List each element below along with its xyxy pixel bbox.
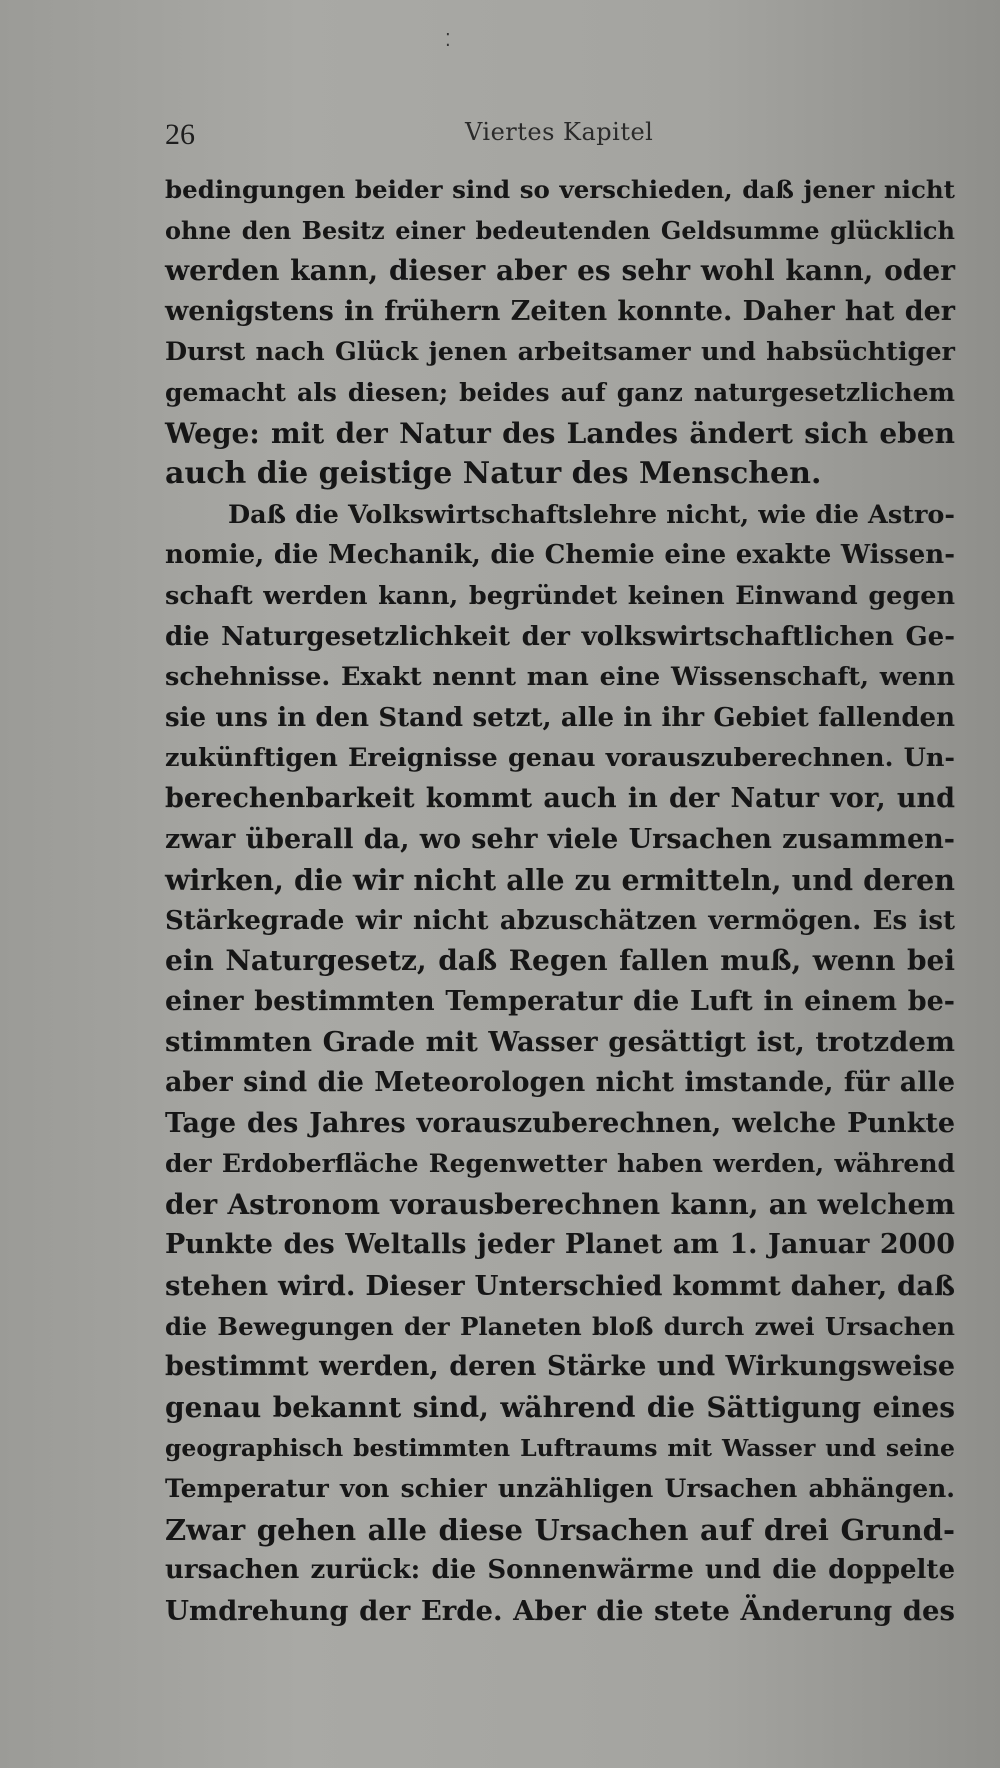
text-line: wirken, die wir nicht alle zu ermitteln, und deren [165,863,955,898]
text-line: der Erdoberfläche Regenwetter haben werden, während [165,1149,955,1179]
text-line: ohne den Besitz einer bedeutenden Geldsumme glücklich [165,215,955,245]
text-line: zwar überall da, wo sehr viele Ursachen zusammen- [165,823,955,855]
text-line: auch die geistige Natur des Menschen. [165,456,822,492]
text-line: gemacht als diesen; beides auf ganz naturgesetzlichem [165,377,955,407]
text-line: zukünftigen Ereignisse genau vorauszuberechnen. Un- [165,743,955,774]
running-head: Viertes Kapitel [465,118,654,146]
text-line: bestimmt werden, deren Stärke und Wirkungsweise [165,1351,955,1383]
text-line: ursachen zurück: die Sonnenwärme und die doppelte [165,1555,955,1586]
text-line: werden kann, dieser aber es sehr wohl kann, oder [165,254,955,288]
text-line: sie uns in den Stand setzt, alle in ihr Gebiet fallenden [165,702,955,733]
text-line: die Bewegungen der Planeten bloß durch zwei Ursachen [165,1311,955,1341]
text-line: Punkte des Weltalls jeder Planet am 1. Januar 2000 [165,1229,955,1261]
text-line: Tage des Jahres vorauszuberechnen, welche Punkte [165,1107,955,1139]
text-line: Wege: mit der Natur des Landes ändert sich eben [165,416,955,450]
text-line: ein Naturgesetz, daß Regen fallen muß, wenn bei [165,944,955,978]
text-line: schaft werden kann, begründet keinen Einwand gegen [165,580,955,611]
text-line: bedingungen beider sind so verschieden, daß jener nicht [165,175,955,204]
text-line: Durst nach Glück jenen arbeitsamer und habsüchtiger [165,337,955,368]
text-line: geographisch bestimmten Luftraums mit Wasser und seine [165,1434,955,1463]
text-line: einer bestimmten Temperatur die Luft in einem be- [165,985,955,1017]
text-line: schehnisse. Exakt nennt man eine Wissenschaft, wenn [165,662,955,693]
text-line: die Naturgesetzlichkeit der volkswirtschaftlichen Ge- [165,621,955,652]
text-line: Umdrehung der Erde. Aber die stete Änderung des [165,1594,955,1627]
body-text [165,170,955,1631]
page-header [165,118,845,162]
text-line: stehen wird. Dieser Unterschied kommt daher, daß [165,1270,955,1303]
text-line: Stärkegrade wir nicht abzuschätzen vermögen. Es ist [165,905,955,936]
text-line: berechenbarkeit kommt auch in der Natur vor, und [165,782,955,814]
text-line: nomie, die Mechanik, die Chemie eine exakte Wissen- [165,540,955,571]
text-line: der Astronom vorausberechnen kann, an welchem [165,1187,955,1221]
text-line: Daß die Volkswirtschaftslehre nicht, wie die Astro- [228,499,955,530]
text-line: wenigstens in frühern Zeiten konnte. Daher hat der [165,295,955,327]
page-smudge-mark: ⁚ [445,30,451,51]
text-line: Temperatur von schier unzähligen Ursachen abhängen. [165,1474,955,1503]
page-number: 26 [165,118,195,151]
text-line: stimmten Grade mit Wasser gesättigt ist, trotzdem [165,1026,955,1059]
text-line: aber sind die Meteorologen nicht imstande, für alle [165,1067,955,1099]
text-line: Zwar gehen alle diese Ursachen auf drei Grund- [165,1512,955,1547]
text-line: genau bekannt sind, während die Sättigung eines [165,1390,955,1424]
